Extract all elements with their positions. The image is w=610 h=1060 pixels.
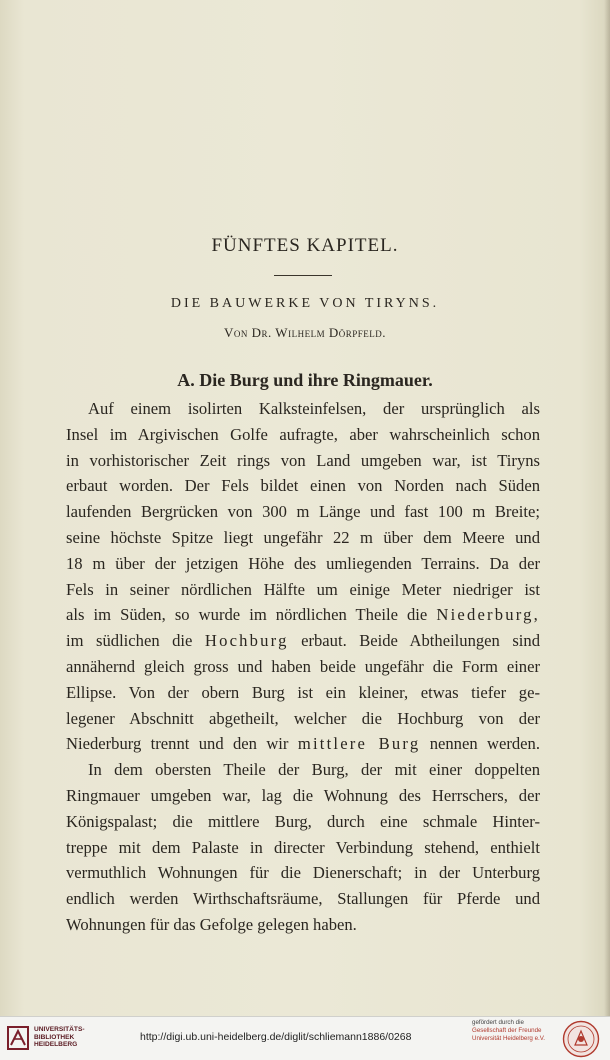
- text-fragment: nennen werden.: [429, 734, 540, 754]
- text-line: Fels in seiner nördlichen Hälfte um einige Meter niedriger ist: [66, 579, 540, 599]
- funding-org-line: Gesellschaft der Freunde: [472, 1027, 542, 1034]
- library-name-line: BIBLIOTHEK: [34, 1033, 75, 1041]
- permalink-url[interactable]: http://digi.ub.uni-heidelberg.de/diglit/schliemann1886/0268: [140, 1031, 412, 1043]
- text-line: Ringmauer umgeben war, lag die Wohnung des Herrschers, der: [66, 785, 540, 805]
- university-library-logo-icon: [6, 1023, 30, 1053]
- text-line: in vorhistorischer Zeit rings von Land umgeben war, ist Tiryns: [66, 450, 540, 470]
- chapter-subtitle: DIE BAUWERKE VON TIRYNS.: [170, 296, 440, 311]
- heading-divider: [274, 275, 332, 276]
- text-line: endlich werden Wirthschaftsräume, Stallungen für Pferde und: [66, 889, 540, 909]
- spaced-term: mittlere Burg: [297, 734, 421, 754]
- university-seal-icon: [562, 1020, 600, 1058]
- library-name-line: UNIVERSITÄTS-: [34, 1026, 85, 1033]
- funding-label: gefördert durch die: [472, 1019, 524, 1026]
- library-name: [34, 1026, 85, 1049]
- funding-org-line: Universität Heidelberg e.V.: [472, 1035, 546, 1042]
- text-line: legener Abschnitt abgetheilt, welcher die Hochburg von der: [66, 708, 540, 728]
- text-line: [66, 628, 540, 654]
- text-line: [66, 602, 540, 628]
- funding-note: [472, 1019, 545, 1043]
- viewer-footer: [0, 1016, 610, 1060]
- text-line: 18 m über der jetzigen Höhe des umliegenden Terrains. Da der: [66, 553, 540, 573]
- text-fragment: als im Süden, so wurde im nördlichen Theile die: [66, 605, 428, 625]
- text-line: Auf einem isolirten Kalksteinfelsen, der ursprünglich als: [88, 399, 540, 418]
- library-name-line: HEIDELBERG: [34, 1041, 78, 1048]
- text-line: Ellipse. Von der obern Burg ist ein kleiner, etwas tiefer ge-: [66, 682, 540, 702]
- text-line: vermuthlich Wohnungen für die Dienerschaft; in der Unterburg: [66, 863, 540, 883]
- text-line: Wohnungen für das Gefolge gelegen haben.: [66, 914, 357, 934]
- spaced-term: Niederburg,: [436, 605, 541, 625]
- text-line: [66, 731, 540, 757]
- chapter-heading: FÜNFTES KAPITEL.: [211, 235, 399, 256]
- text-line: seine höchste Spitze liegt ungefähr 22 m über dem Meere und: [66, 527, 540, 547]
- section-heading: A. Die Burg und ihre Ringmauer.: [177, 370, 433, 390]
- body-text: [66, 396, 540, 938]
- text-line: annähernd gleich gross und haben beide ungefähr die Form einer: [66, 656, 540, 676]
- text-line: Insel im Argivischen Golfe aufragte, aber wahrscheinlich schon: [66, 424, 540, 444]
- text-line: treppe mit dem Palaste in directer Verbindung stehend, enthielt: [66, 837, 540, 857]
- page-edge-shadow: [604, 0, 610, 1016]
- text-line: laufenden Bergrücken von 300 m Länge und fast 100 m Breite;: [66, 502, 540, 522]
- text-line: erbaut worden. Der Fels bildet einen von Norden nach Süden: [66, 476, 540, 496]
- text-line: In dem obersten Theile der Burg, der mit einer doppelten: [88, 760, 540, 780]
- text-fragment: im südlichen die: [66, 631, 193, 651]
- author-line: Von Dr. Wilhelm Dörpfeld.: [224, 325, 386, 340]
- text-line: Königspalast; die mittlere Burg, durch eine schmale Hinter-: [66, 811, 540, 831]
- spaced-term: Hochburg: [204, 631, 289, 651]
- text-fragment: erbaut. Beide Abtheilungen sind: [301, 631, 541, 651]
- text-fragment: Niederburg trennt und den wir: [66, 734, 289, 754]
